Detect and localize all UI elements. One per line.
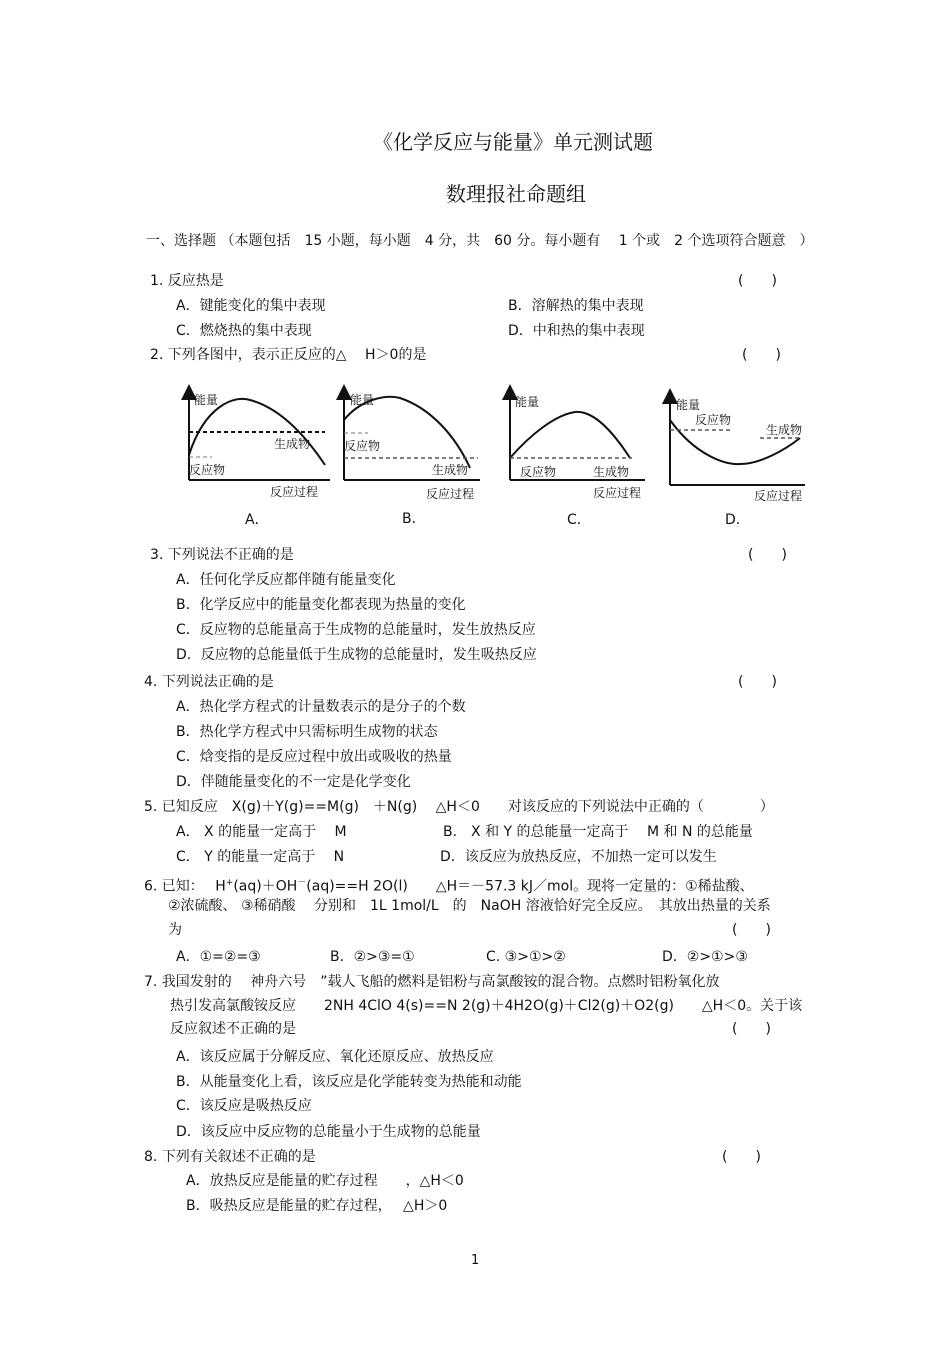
graph-a-product-label: 生成物 [274, 437, 311, 451]
q5-option-b: B． X 和 Y 的总能量一定高于 M 和 N 的总能量 [443, 824, 753, 840]
q7-option-d: D．该反应中反应物的总能量小于生成物的总能量 [176, 1124, 481, 1140]
q4-stem: 4. 下列说法正确的是 [144, 674, 274, 690]
q1-stem: 1. 反应热是 [150, 273, 224, 289]
graph-b [344, 392, 480, 501]
q4-option-a: A．热化学方程式的计量数表示的是分子的个数 [176, 699, 466, 715]
graph-d-energy-label: 能量 [676, 398, 701, 412]
q7-option-b: B．从能量变化上看，该反应是化学能转变为热能和动能 [176, 1074, 522, 1090]
q5-option-c: C． Y 的能量一定高于 N [176, 849, 345, 865]
q4-option-c: C．焓变指的是反应过程中放出或吸收的热量 [176, 749, 452, 765]
section-heading: 一、选择题 （本题包括 15 小题，每小题 4 分，共 60 分。每小题有 1 个或 2 个选项符合题意 ） [146, 233, 814, 249]
q4-option-d: D．伴随能量变化的不一定是化学变化 [176, 774, 411, 790]
q7-stem-line3: 反应叙述不正确的是 [170, 1021, 296, 1037]
q6-option-a: A．①=②=③ [176, 949, 261, 965]
q8-answer-blank: ( ) [722, 1149, 761, 1165]
q2-answer-blank: ( ) [742, 347, 781, 363]
graph-b-process-label: 反应过程 [426, 487, 475, 501]
q1-option-d: D．中和热的集中表现 [508, 323, 645, 339]
q7-answer-blank: ( ) [732, 1021, 771, 1037]
page-number: 1 [471, 1253, 480, 1268]
q7-stem-line2: 热引发高氯酸铵反应 2NH 4ClO 4(s)==N 2(g)＋4H2O(g)＋Cl2(g)＋O2(g) △H＜0。关于该 [170, 998, 803, 1014]
q2-graphs [0, 380, 950, 530]
q7-stem-line1: 7. 我国发射的 神舟六号 ”载人飞船的燃料是铝粉与高氯酸铵的混合物。点燃时铝粉氧化放 [144, 974, 720, 990]
q1-option-c: C．燃烧热的集中表现 [176, 323, 312, 339]
page-title: 《化学反应与能量》单元测试题 [373, 130, 653, 154]
q6-option-d: D．②>①>③ [662, 949, 748, 965]
q8-option-a: A．放热反应是能量的贮存过程 ，△H＜0 [186, 1173, 464, 1189]
graph-a-energy-label: 能量 [194, 393, 219, 407]
q6-answer-blank: ( ) [732, 922, 771, 938]
graph-b-product-label: 生成物 [432, 463, 469, 477]
q6-sup-minus: － [297, 878, 307, 888]
graph-a [189, 392, 330, 499]
q2-stem: 2. 下列各图中，表示正反应的△ H＞0的是 [150, 347, 427, 363]
q6-stem-line3: 为 [168, 922, 182, 938]
q2-option-d: D． [725, 512, 750, 528]
q7-option-c: C．该反应是吸热反应 [176, 1098, 312, 1114]
q1-answer-blank: ( ) [738, 273, 777, 289]
q7-option-a: A．该反应属于分解反应、氧化还原反应、放热反应 [176, 1049, 494, 1065]
q3-option-a: A．任何化学反应都伴随有能量变化 [176, 572, 396, 588]
q6-sup-plus: + [225, 878, 234, 888]
graph-a-process-label: 反应过程 [270, 485, 319, 499]
q8-option-b: B．吸热反应是能量的贮存过程， △H＞0 [186, 1198, 448, 1214]
q5-option-a: A． X 的能量一定高于 M [176, 824, 347, 840]
graph-c-reactant-label: 反应物 [520, 465, 557, 479]
q3-option-d: D．反应物的总能量低于生成物的总能量时，发生吸热反应 [176, 647, 537, 663]
q3-stem: 3. 下列说法不正确的是 [150, 547, 294, 563]
q6-stem-line1 [144, 874, 754, 896]
q6-option-c: C. ③>①>② [486, 949, 566, 965]
q6-stem-post: (aq)==H 2O(l) △H＝－57.3 kJ／mol。现将一定量的：①稀盐酸、 [306, 878, 754, 895]
q5-option-d: D．该反应为放热反应，不加热一定可以发生 [440, 849, 717, 865]
graph-b-reactant-label: 反应物 [344, 439, 381, 453]
q6-stem-pre: 6. 已知： H [144, 878, 226, 895]
q1-option-a: A．键能变化的集中表现 [176, 298, 326, 314]
q6-stem-mid: (aq)＋OH [233, 878, 298, 895]
q3-answer-blank: ( ) [748, 547, 787, 563]
q6-option-b: B．②>③=① [330, 949, 415, 965]
page-subtitle: 数理报社命题组 [446, 182, 586, 206]
q5-stem: 5. 已知反应 X(g)＋Y(g)==M(g) ＋N(g) △H＜0 对该反应的下列说法中正确的（ ） [144, 799, 774, 815]
q1-option-b: B．溶解热的集中表现 [508, 298, 644, 314]
q3-option-c: C．反应物的总能量高于生成物的总能量时，发生放热反应 [176, 622, 536, 638]
q6-stem-line2: ②浓硫酸、 ③稀硝酸 分别和 1L 1mol/L 的 NaOH 溶液恰好完全反应。 其放出热量的关系 [168, 898, 771, 914]
graph-d [670, 396, 805, 503]
graph-c [510, 392, 645, 500]
graph-c-product-label: 生成物 [593, 465, 630, 479]
q8-stem: 8. 下列有关叙述不正确的是 [144, 1149, 316, 1165]
q4-answer-blank: ( ) [738, 674, 777, 690]
graph-d-reactant-label: 反应物 [695, 413, 732, 427]
graph-d-product-label: 生成物 [766, 423, 803, 437]
q2-option-c: C． [567, 512, 591, 528]
graph-c-energy-label: 能量 [515, 395, 540, 409]
graph-b-energy-label: 能量 [350, 393, 375, 407]
q4-option-b: B．热化学方程式中只需标明生成物的状态 [176, 724, 438, 740]
graph-c-process-label: 反应过程 [593, 486, 642, 500]
graph-a-reactant-label: 反应物 [189, 463, 226, 477]
graph-d-process-label: 反应过程 [754, 489, 803, 503]
q2-option-a: A． [245, 512, 269, 528]
q3-option-b: B．化学反应中的能量变化都表现为热量的变化 [176, 597, 466, 613]
q2-option-b: B． [402, 511, 426, 527]
